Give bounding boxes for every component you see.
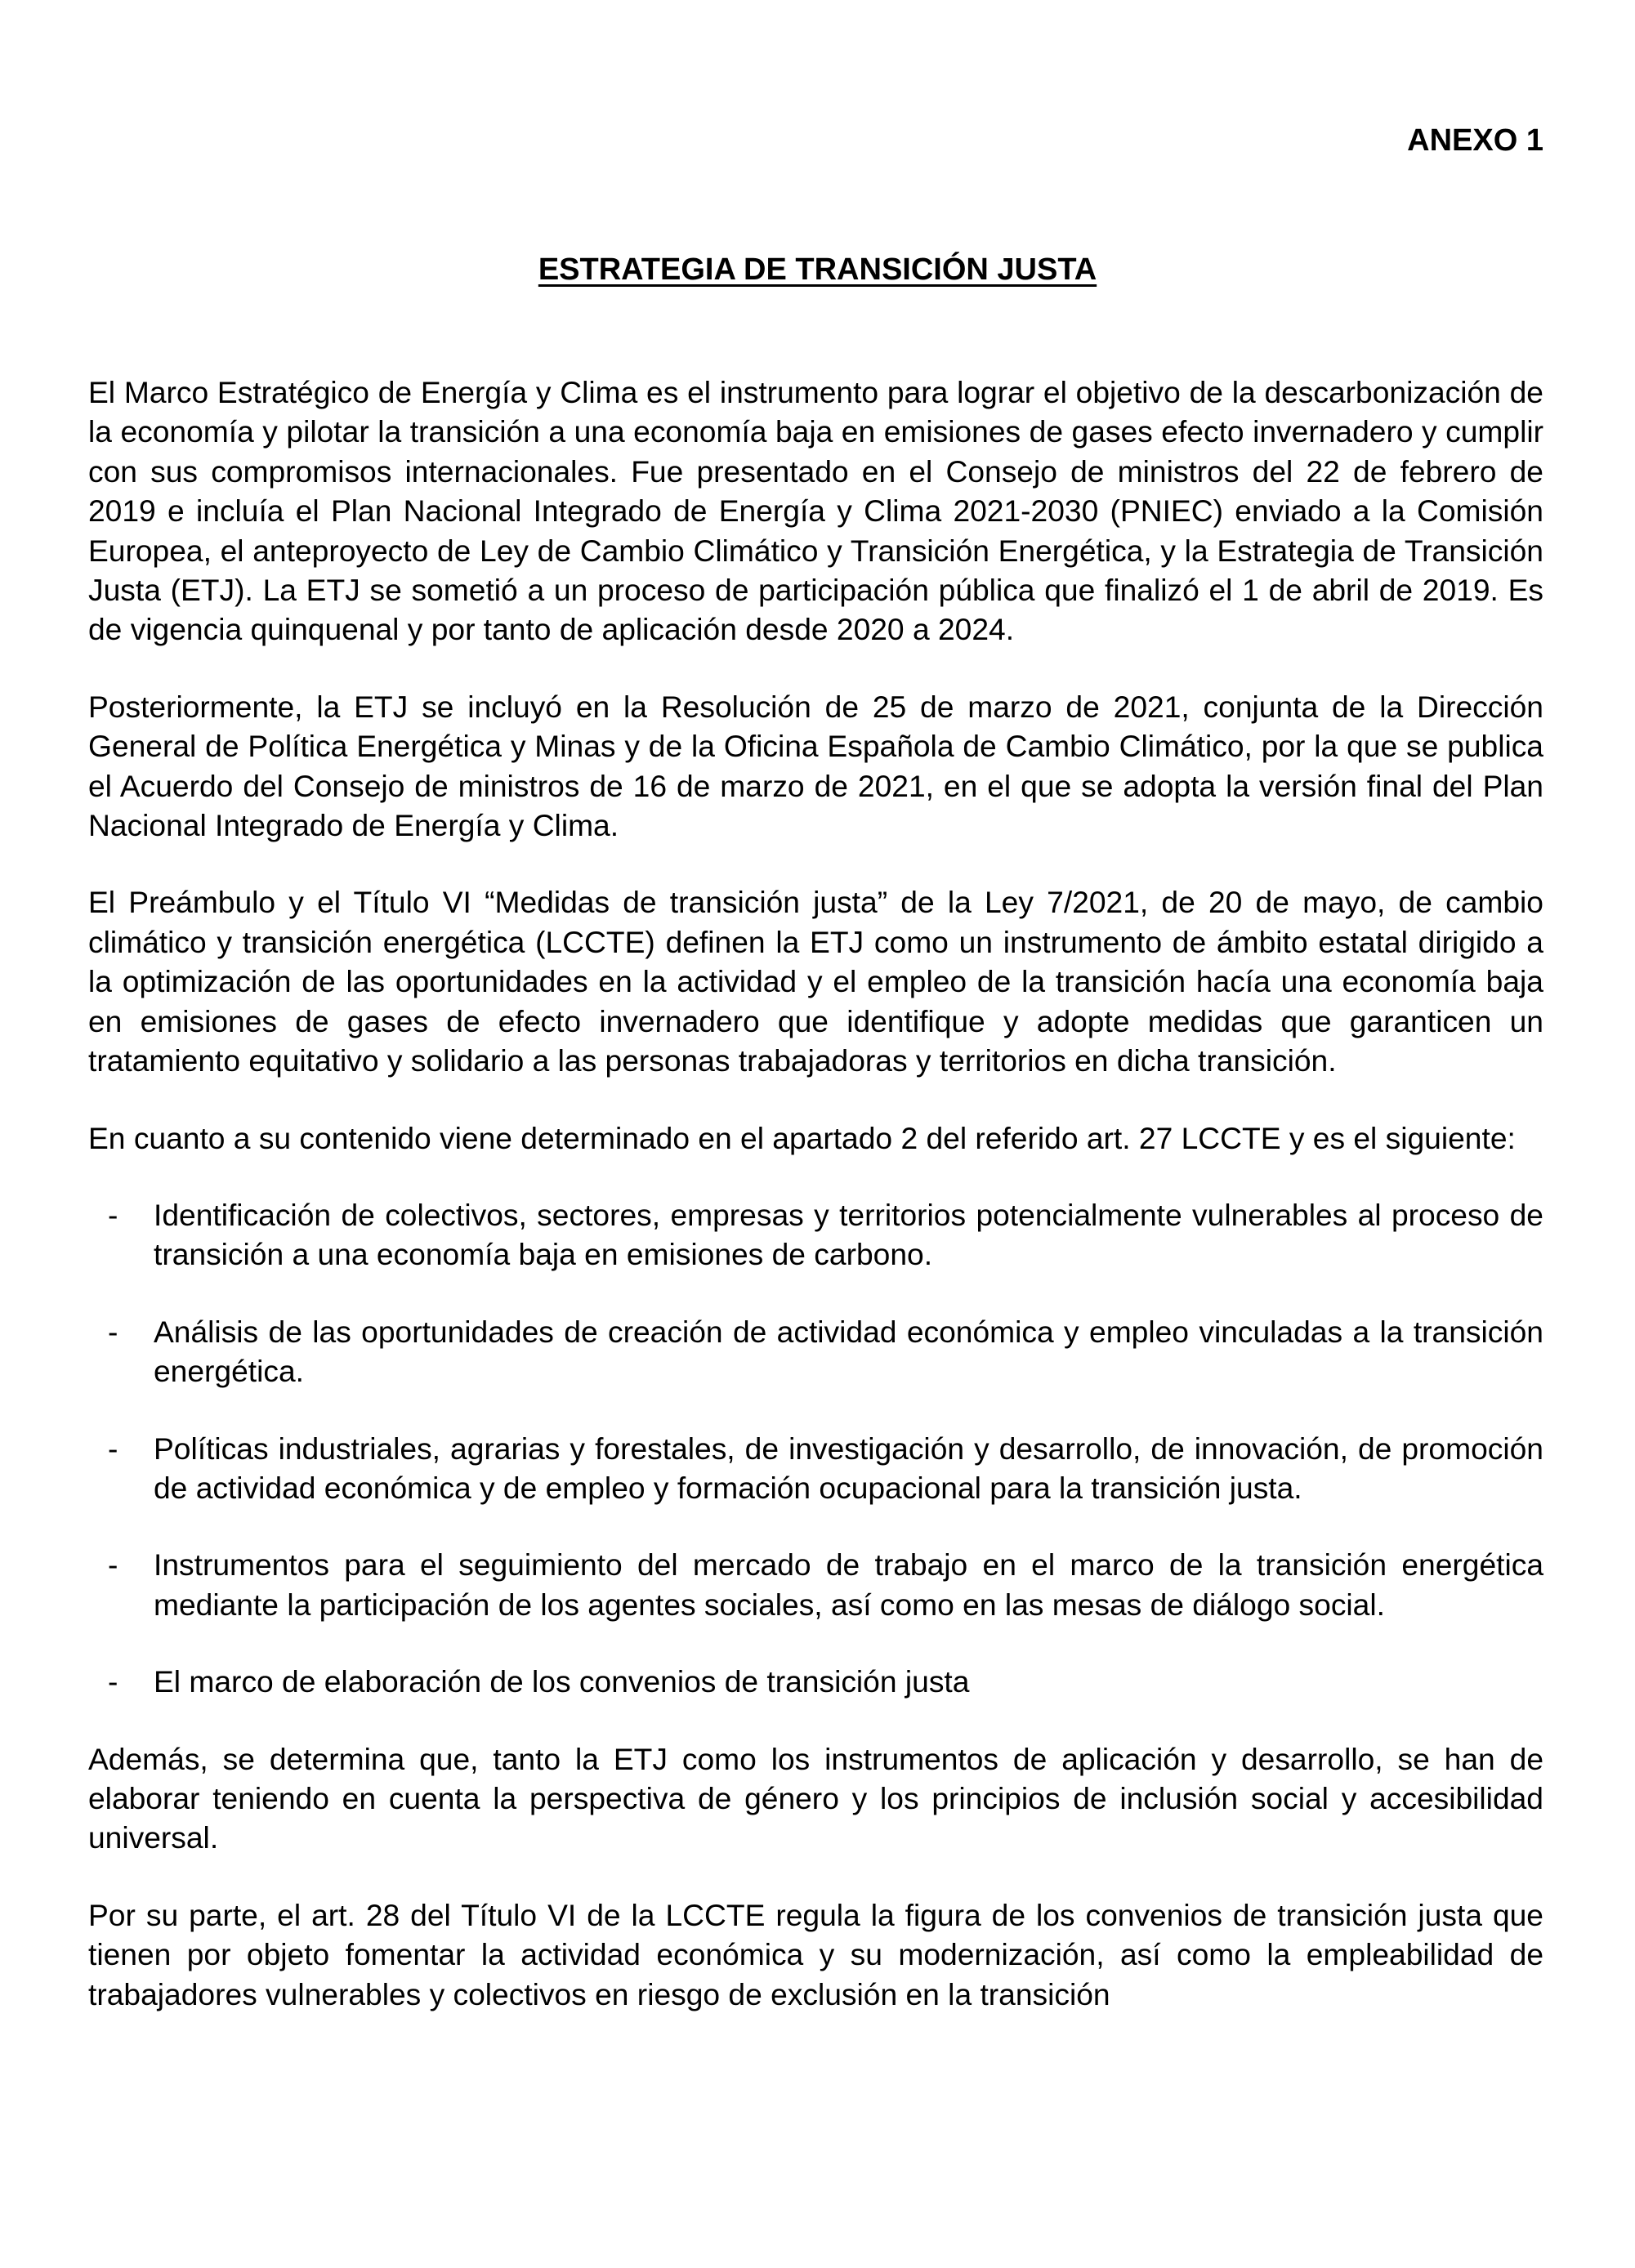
paragraph: Posteriormente, la ETJ se incluyó en la Resolución de 25 de marzo de 2021, conjunta de la Dirección General de Política Energética y Minas y de la Oficina Española de Cambio Climático, por la que se publica el Acuerdo del Consejo de ministros de 16 de marzo de 2021, en el que se adopta la versión final del Plan Nacional Integrado de Energía y Clima. [88,689,1543,843]
list-item-text: Instrumentos para el seguimiento del mercado de trabajo en el marco de la transición energética mediante la participación de los agentes sociales, así como en las mesas de diálogo social. [154,1547,1543,1622]
paragraph: En cuanto a su contenido viene determinado en el apartado 2 del referido art. 27 LCCTE y es el siguiente: [88,1120,1516,1155]
content-list [88,1195,1543,1702]
list-item [88,1195,1543,1275]
annex-label: ANEXO 1 [1407,123,1543,158]
list-item-text: Políticas industriales, agrarias y forestales, de investigación y desarrollo, de innovación, de promoción de actividad económica y de empleo y formación ocupacional para la transición justa. [154,1431,1543,1505]
list-item [88,1312,1543,1391]
paragraph: El Marco Estratégico de Energía y Clima es el instrumento para lograr el objetivo de la descarbonización de la economía y pilotar la transición a una economía baja en emisiones de gases efecto invernadero y cumplir con sus compromisos internacionales. Fue presentado en el Consejo de ministros del 22 de febrero de 2019 e incluía el Plan Nacional Integrado de Energía y Clima 2021-2030 (PNIEC) enviado a la Comisión Europea, el anteproyecto de Ley de Cambio Climático y Transición Energética, y la Estrategia de Transición Justa (ETJ). La ETJ se sometió a un proceso de participación pública que finalizó el 1 de abril de 2019. Es de vigencia quinquenal y por tanto de aplicación desde 2020 a 2024. [88,375,1543,647]
dash-bullet: - [108,1547,118,1583]
paragraph: El Preámbulo y el Título VI “Medidas de transición justa” de la Ley 7/2021, de 20 de mayo, de cambio climático y transición energética (LCCTE) definen la ETJ como un instrumento de ámbito estatal dirigido a la optimización de las oportunidades en la actividad y el empleo de la transición hacía una economía baja en emisiones de gases de efecto invernadero que identifique y adopte medidas que garanticen un tratamiento equitativo y solidario a las personas trabajadoras y territorios en dicha transición. [88,885,1543,1078]
list-item-text: Identificación de colectivos, sectores, empresas y territorios potencialmente vulnerables al proceso de transición a una economía baja en emisiones de carbono. [154,1197,1543,1272]
paragraph: Además, se determina que, tanto la ETJ como los instrumentos de aplicación y desarrollo, se han de elaborar teniendo en cuenta la perspectiva de género y los principios de inclusión social y accesibilidad universal. [88,1741,1543,1855]
dash-bullet: - [108,1431,118,1466]
list-item-text: El marco de elaboración de los convenios de transición justa [154,1664,970,1699]
document-title: ESTRATEGIA DE TRANSICIÓN JUSTA [538,252,1097,287]
document-body [88,373,1543,2051]
list-item [88,1429,1543,1508]
dash-bullet: - [108,1197,118,1232]
list-item-text: Análisis de las oportunidades de creación de actividad económica y empleo vinculadas a la transición energética. [154,1314,1543,1389]
paragraph: Por su parte, el art. 28 del Título VI de la LCCTE regula la figura de los convenios de transición justa que tienen por objeto fomentar la actividad económica y su modernización, así como la empleabilidad de trabajadores vulnerables y colectivos en riesgo de exclusión en la transición [88,1897,1543,2011]
dash-bullet: - [108,1314,118,1349]
list-item [88,1545,1543,1624]
dash-bullet: - [108,1664,118,1699]
list-item [88,1662,1543,1701]
